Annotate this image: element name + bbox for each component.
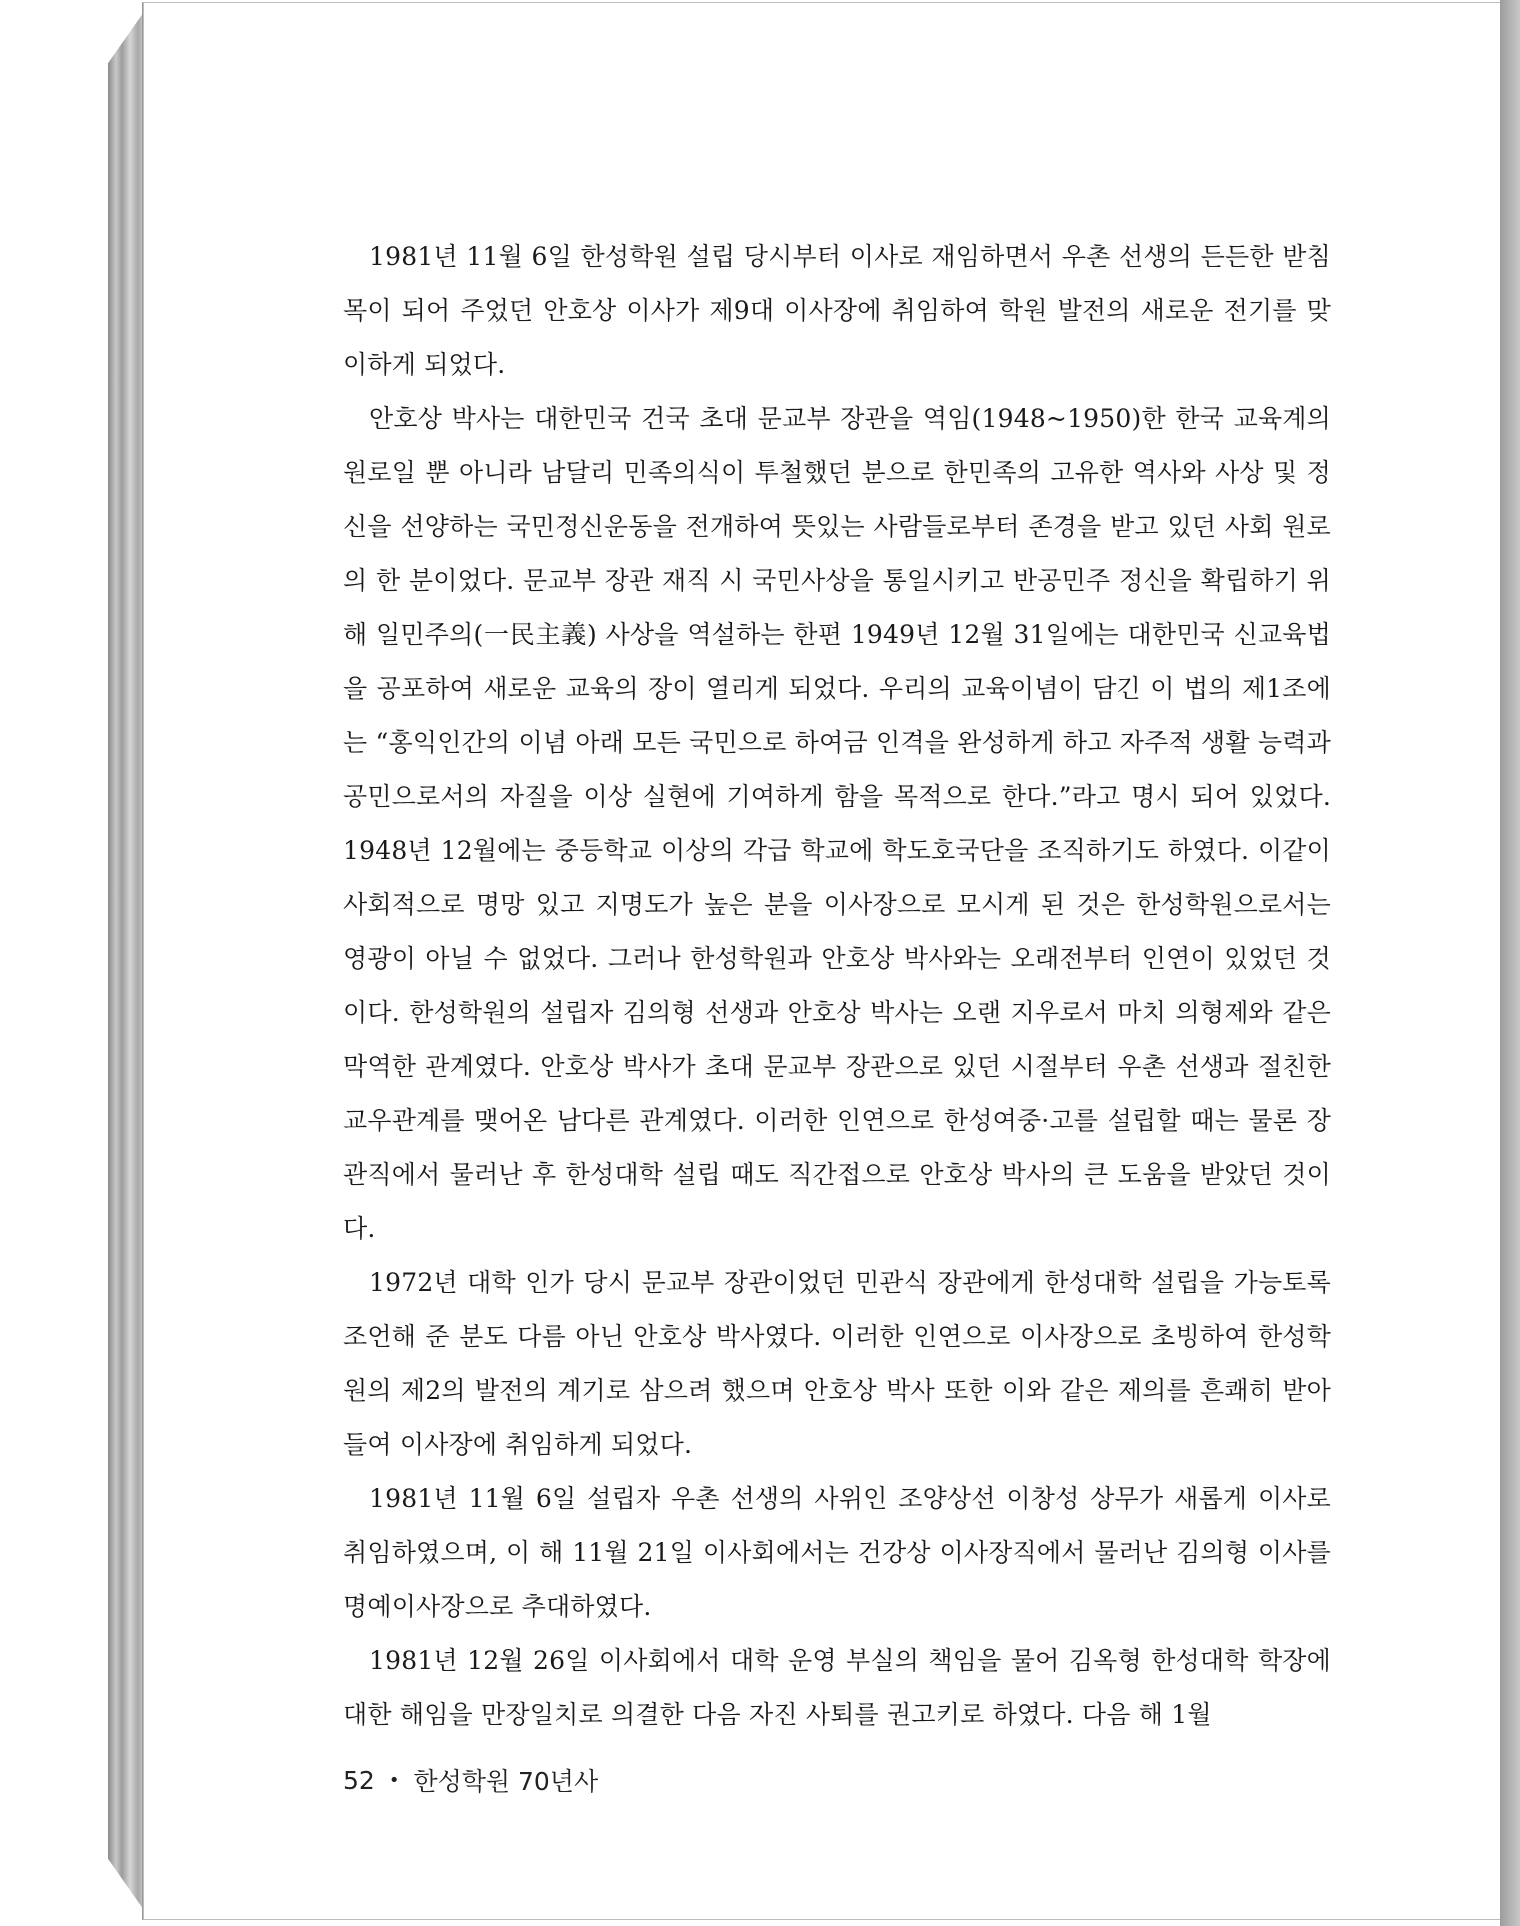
footer-bullet: • xyxy=(388,1769,400,1791)
page-number: 52 xyxy=(343,1765,375,1795)
right-margin-shadow xyxy=(1500,0,1520,1926)
paragraph-1: 1981년 11월 6일 한성학원 설립 당시부터 이사로 재임하면서 우촌 선생의 든든한 받침목이 되어 주었던 안호상 이사가 제9대 이사장에 취임하여 학원 발전의 새로운 전기를 맞이하게 되었다. xyxy=(343,242,1331,379)
page-footer xyxy=(343,1762,598,1798)
body-text xyxy=(343,230,1331,1742)
book-title: 한성학원 70년사 xyxy=(413,1767,599,1796)
paragraph-5: 1981년 12월 26일 이사회에서 대학 운영 부실의 책임을 물어 김옥형 한성대학 학장에 대한 해임을 만장일치로 의결한 다음 자진 사퇴를 권고키로 하였다. 다음 해 1월 xyxy=(343,1646,1331,1729)
paragraph-4: 1981년 11월 6일 설립자 우촌 선생의 사위인 조양상선 이창성 상무가 새롭게 이사로 취임하였으며, 이 해 11월 21일 이사회에서는 건강상 이사장직에서 물러난 김의형 이사를 명예이사장으로 추대하였다. xyxy=(343,1484,1331,1621)
paragraph-2: 안호상 박사는 대한민국 건국 초대 문교부 장관을 역임(1948~1950)한 한국 교육계의 원로일 뿐 아니라 남달리 민족의식이 투철했던 분으로 한민족의 고유한 역사와 사상 및 정신을 선양하는 국민정신운동을 전개하여 뜻있는 사람들로부터 존경을 받고 있던 사회 원로의 한 분이었다. 문교부 장관 재직 시 국민사상을 통일시키고 반공민주 정신을 확립하기 위해 일민주의(一民主義) 사상을 역설하는 한편 1949년 12월 31일에는 대한민국 신교육법을 공포하여 새로운 교육의 장이 열리게 되었다. 우리의 교육이념이 담긴 이 법의 제1조에는 “홍익인간의 이념 아래 모든 국민으로 하여금 인격을 완성하게 하고 자주적 생활 능력과 공민으로서의 자질을 이상 실현에 기여하게 함을 목적으로 한다.”라고 명시 되어 있었다. 1948년 12월에는 중등학교 이상의 각급 학교에 학도호국단을 조직하기도 하였다. 이같이 사회적으로 명망 있고 지명도가 높은 분을 이사장으로 모시게 된 것은 한성학원으로서는 영광이 아닐 수 없었다. 그러나 한성학원과 안호상 박사와는 오래전부터 인연이 있었던 것이다. 한성학원의 설립자 김의형 선생과 안호상 박사는 오랜 지우로서 마치 의형제와 같은 막역한 관계였다. 안호상 박사가 초대 문교부 장관으로 있던 시절부터 우촌 선생과 절친한 교우관계를 맺어온 남다른 관계였다. 이러한 인연으로 한성여중·고를 설립할 때는 물론 장관직에서 물러난 후 한성대학 설립 때도 직간접으로 안호상 박사의 큰 도움을 받았던 것이다. xyxy=(343,404,1331,1243)
paragraph-3: 1972년 대학 인가 당시 문교부 장관이었던 민관식 장관에게 한성대학 설립을 가능토록 조언해 준 분도 다름 아닌 안호상 박사였다. 이러한 인연으로 이사장으로 초빙하여 한성학원의 제2의 발전의 계기로 삼으려 했으며 안호상 박사 또한 이와 같은 제의를 흔쾌히 받아들여 이사장에 취임하게 되었다. xyxy=(343,1268,1331,1459)
